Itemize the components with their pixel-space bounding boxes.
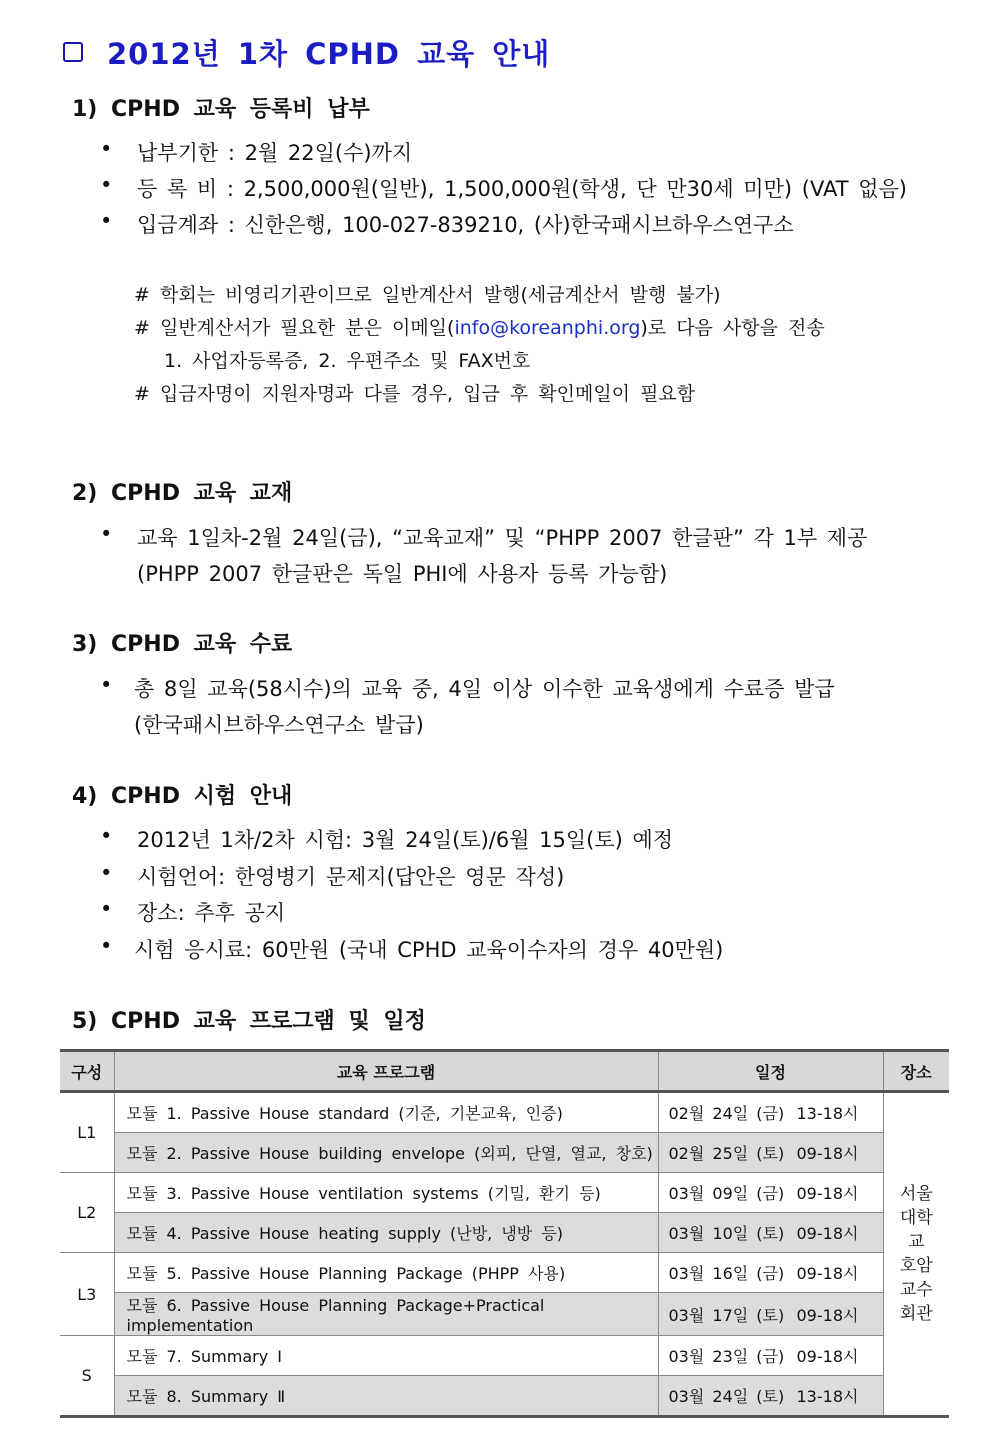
table-row — [60, 1092, 949, 1133]
bullet-icon: • — [100, 934, 113, 958]
schedule-cell: 03월 16일 (금) 09-18시 — [658, 1253, 883, 1293]
header-schedule: 일정 — [658, 1051, 883, 1092]
section3-continuation: (한국패시브하우스연구소 발급) — [134, 713, 424, 737]
section5-heading: 5) CPHD 교육 프로그램 및 일정 — [72, 1009, 426, 1034]
note-email: # 일반계산서가 필요한 분은 이메일(info@koreanphi.org)로 다음 사항을 전송 — [134, 317, 825, 339]
table-row — [60, 1253, 949, 1293]
document-page: 2012년 1차 CPHD 교육 안내 1) CPHD 교육 등록비 납부 • 납부기한 : 2월 22일(수)까지 • 등 록 비 : 2,500,000원(일반), 1,500,000원(학생, 단 만30세 미만) (VAT 없음) • 입금계좌 : 신한은행, 100-027-839210, (사)한국패시브하우스연구소 # 학회는 비영리기관이므로 일반계산서 발행(세금계산서 발행 불가) # 일반계산서가 필요한 분은 이메일(info@koreanphi.org)로 다음 사항을 전송 1. 사업자등록증, 2. 우편주소 및 FAX번호 # 입금자명이 지원자명과 다를 경우, 입금 후 확인메일이 필요함 2) CPHD 교육 교재 • 교육 1일차-2월 24일(금), “교육교재” 및 “PHPP 2007 한글판” 각 1부 제공 (PHPP 2007 한글판은 독일 PHI에 사용자 등록 가능함) 3) CPHD 교육 수료 • 총 8일 교육(58시수)의 교육 중, 4일 이상 이수한 교육생에게 수료증 발급 (한국패시브하우스연구소 발급) 4) CPHD 시험 안내 • 2012년 1차/2차 시험: 3월 24일(토)/6월 15일(토) 예정 • 시험언어: 한영병기 문제지(답안은 영문 작성) • 장소: 추후 공지 • 시험 응시료: 60만원 (국내 CPHD 교육이수자의 경우 40만원) 5) CPHD 교육 프로그램 및 일정 구성 교육 프로그램 일정 장소 L1 모듈 1. Passive House standard (기준, 기본교육, 인증) 02월 24일 (금) 13-18시 서울 대학 교 호암 교수 회관 모듈 2. Passive House building envelope (외피, 단열, 열교, 창호) 02월 25일 (토) 09-18시 L2 모듈 3. Passive House ventilation systems (기밀, 환기 등) 03월 09일 (금) 09-18시 모듈 4. Passive House heating supply (난방, 냉방 등) 03월 10일 (토) 09-18시 L3 모듈 5. Passive House Planning Package (PHPP 사용) 03월 16일 (금) 09-18시 모듈 6. Passive House Planning Package+Practical implementation 03월 17일 (토) 09-18시 S 모듈 7. Summary Ⅰ 03월 23일 (금) 09-18시 모듈 8. Summary Ⅱ 03월 24일 (토) 13-18시 — [0, 0, 989, 1447]
program-cell: 모듈 3. Passive House ventilation systems (기밀, 환기 등) — [114, 1173, 658, 1213]
schedule-cell: 03월 24일 (토) 13-18시 — [658, 1376, 883, 1417]
program-cell: 모듈 2. Passive House building envelope (외피, 단열, 열교, 창호) — [114, 1133, 658, 1173]
table-row — [60, 1293, 949, 1336]
program-cell: 모듈 1. Passive House standard (기준, 기본교육, 인증) — [114, 1092, 658, 1133]
schedule-cell: 03월 10일 (토) 09-18시 — [658, 1213, 883, 1253]
document-title — [63, 32, 550, 72]
note-documents: 1. 사업자등록증, 2. 우편주소 및 FAX번호 — [164, 350, 531, 372]
note-depositor: # 입금자명이 지원자명과 다를 경우, 입금 후 확인메일이 필요함 — [134, 383, 696, 405]
bullet-icon: • — [100, 897, 113, 921]
bullet-icon: • — [100, 137, 113, 161]
schedule-table — [60, 1049, 949, 1418]
section1-heading: 1) CPHD 교육 등록비 납부 — [72, 97, 370, 122]
group-cell: L3 — [60, 1253, 114, 1336]
schedule-cell: 03월 09일 (금) 09-18시 — [658, 1173, 883, 1213]
bullet-icon: • — [100, 173, 113, 197]
schedule-cell: 02월 25일 (토) 09-18시 — [658, 1133, 883, 1173]
table-row — [60, 1173, 949, 1213]
bullet-icon: • — [100, 824, 113, 848]
program-cell: 모듈 6. Passive House Planning Package+Practical implementation — [114, 1293, 658, 1336]
table-row — [60, 1133, 949, 1173]
bullet-icon: • — [100, 861, 113, 885]
checkbox-square-icon — [63, 42, 83, 62]
schedule-cell: 03월 17일 (토) 09-18시 — [658, 1293, 883, 1336]
section2-heading: 2) CPHD 교육 교재 — [72, 481, 293, 506]
header-program: 교육 프로그램 — [114, 1051, 658, 1092]
table-row — [60, 1336, 949, 1376]
schedule-cell: 03월 23일 (금) 09-18시 — [658, 1336, 883, 1376]
program-cell: 모듈 8. Summary Ⅱ — [114, 1376, 658, 1417]
header-venue: 장소 — [883, 1051, 949, 1092]
email-link[interactable]: info@koreanphi.org — [454, 317, 641, 339]
group-cell: S — [60, 1336, 114, 1417]
section2-continuation: (PHPP 2007 한글판은 독일 PHI에 사용자 등록 가능함) — [137, 562, 668, 586]
program-cell: 모듈 4. Passive House heating supply (난방, 냉방 등) — [114, 1213, 658, 1253]
table-row — [60, 1376, 949, 1417]
program-cell: 모듈 7. Summary Ⅰ — [114, 1336, 658, 1376]
section3-heading: 3) CPHD 교육 수료 — [72, 632, 293, 657]
schedule-cell: 02월 24일 (금) 13-18시 — [658, 1092, 883, 1133]
bullet-icon: • — [100, 209, 113, 233]
bullet-icon: • — [100, 522, 113, 546]
group-cell: L2 — [60, 1173, 114, 1253]
table-row — [60, 1213, 949, 1253]
header-group: 구성 — [60, 1051, 114, 1092]
program-cell: 모듈 5. Passive House Planning Package (PHPP 사용) — [114, 1253, 658, 1293]
venue-cell: 서울 대학 교 호암 교수 회관 — [883, 1092, 949, 1417]
table-header-row — [60, 1051, 949, 1092]
bullet-icon: • — [100, 673, 113, 697]
section4-heading: 4) CPHD 시험 안내 — [72, 784, 293, 809]
title-text: 2012년 1차 CPHD 교육 안내 — [107, 36, 551, 71]
group-cell: L1 — [60, 1092, 114, 1173]
note-nonprofit: # 학회는 비영리기관이므로 일반계산서 발행(세금계산서 발행 불가) — [134, 284, 721, 306]
